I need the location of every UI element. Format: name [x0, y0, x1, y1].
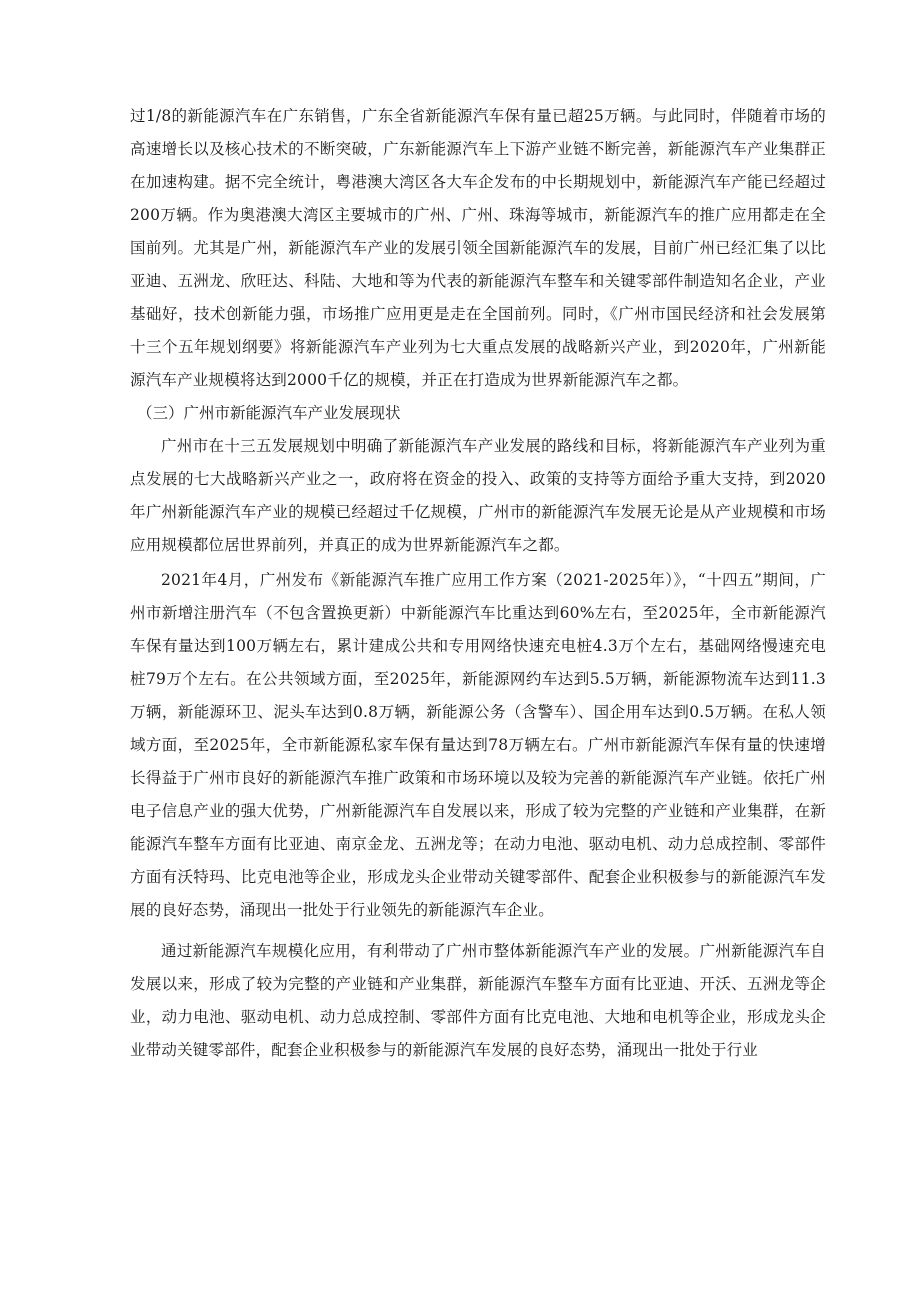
- section-heading: [130, 397, 826, 430]
- paragraph-gz-scale: 通过新能源汽车规模化应用，有利带动了广州市整体新能源汽车产业的发展。广州新能源汽车自发展以来，形成了较为完整的产业链和产业集群，新能源汽车整车方面有比亚迪、开沃、五洲龙等企业，动力电池、驱动电机、动力总成控制、零部件方面有比克电池、大地和电机等企业，形成龙头企业带动关键零部件，配套企业积极参与的新能源汽车发展的良好态势，涌现出一批处于行业: [130, 942, 826, 1059]
- paragraph-gz-plan: 广州市在十三五发展规划中明确了新能源汽车产业发展的路线和目标，将新能源汽车产业列为重点发展的七大战略新兴产业之一，政府将在资金的投入、政策的支持等方面给予重大支持，到2020年广州新能源汽车产业的规模已经超过千亿规模，广州市的新能源汽车发展无论是从产业规模和市场应用规模都位居世界前列，并真正的成为世界新能源汽车之都。: [130, 437, 826, 554]
- section-heading-text: （三）广州市新能源汽车产业发展现状: [137, 404, 401, 422]
- paragraph-gz-2021: 2021年4月，广州发布《新能源汽车推广应用工作方案（2021-2025年）》，“十四五”期间，广州市新增注册汽车（不包含置换更新）中新能源汽车比重达到60%左右，至2025年，全市新能源汽车保有量达到100万辆左右，累计建成公共和专用网络快速充电桩4.3万个左右，基础网络慢速充电桩79万个左右。在公共领域方面，至2025年，新能源网约车达到5.5万辆，新能源物流车达到11.3万辆，新能源环卫、泥头车达到0.8万辆，新能源公务（含警车）、国企用车达到0.5万辆。在私人领域方面，至2025年，全市新能源私家车保有量达到78万辆左右。广州市新能源汽车保有量的快速增长得益于广州市良好的新能源汽车推广政策和市场环境以及较为完善的新能源汽车产业链。依托广州电子信息产业的强大优势，广州新能源汽车自发展以来，形成了较为完整的产业链和产业集群，在新能源汽车整车方面有比亚迪、南京金龙、五洲龙等；在动力电池、驱动电机、动力总成控制、零部件方面有沃特玛、比克电池等企业，形成龙头企业带动关键零部件、配套企业积极参与的新能源汽车发展的良好态势，涌现出一批处于行业领先的新能源汽车企业。: [130, 571, 826, 919]
- document-page: [130, 100, 826, 1067]
- paragraph-gd-overview: 过1/8的新能源汽车在广东销售，广东全省新能源汽车保有量已超25万辆。与此同时，伴随着市场的高速增长以及核心技术的不断突破，广东新能源汽车上下游产业链不断完善，新能源汽车产业集群正在加速构建。据不完全统计，粤港澳大湾区各大车企发布的中长期规划中，新能源汽车产能已经超过200万辆。作为奥港澳大湾区主要城市的广州、广州、珠海等城市，新能源汽车的推广应用都走在全国前列。尤其是广州，新能源汽车产业的发展引领全国新能源汽车的发展，目前广州已经汇集了以比亚迪、五洲龙、欣旺达、科陆、大地和等为代表的新能源汽车整车和关键零部件制造知名企业，产业基础好，技术创新能力强，市场推广应用更是走在全国前列。同时，《广州市国民经济和社会发展第十三个五年规划纲要》将新能源汽车产业列为七大重点发展的战略新兴产业，到2020年，广州新能源汽车产业规模将达到2000千亿的规模，并正在打造成为世界新能源汽车之都。: [130, 107, 826, 389]
